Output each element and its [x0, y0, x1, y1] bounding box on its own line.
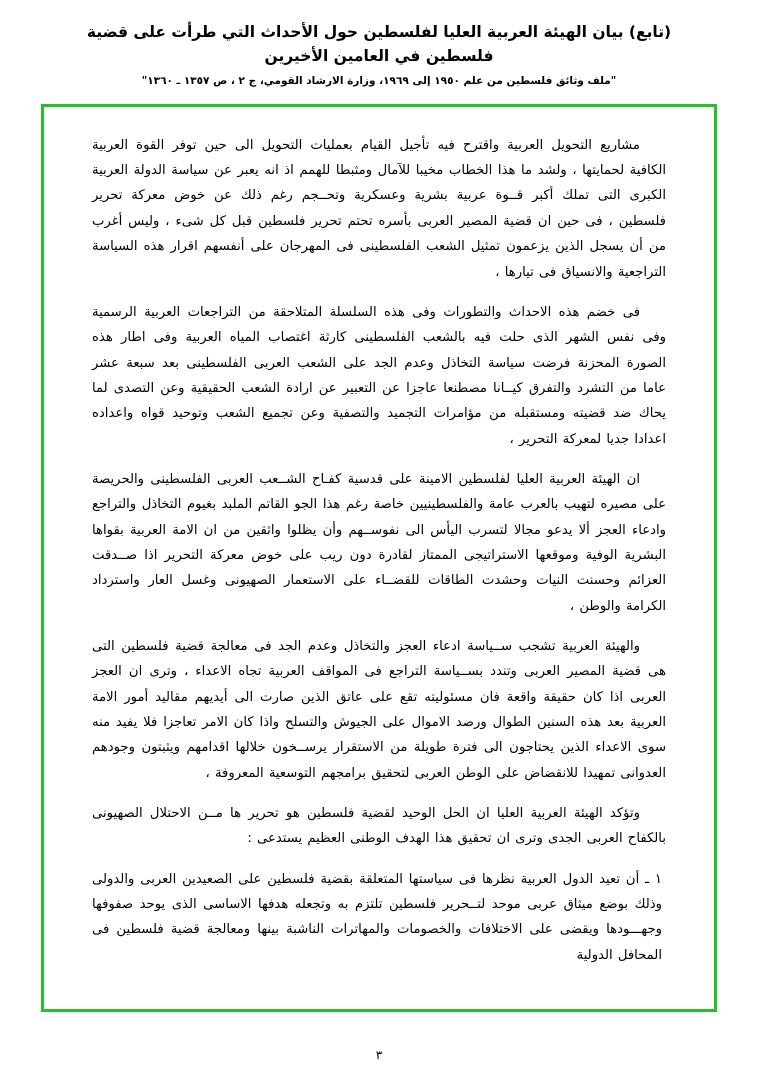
numbered-list-item: ١ ـ أن تعيد الدول العربية نظرها فى سياستها المتعلقة بقضية فلسطين على الصعيدين العربى والدولى وذلك بوضع ميثاق عربى موحد لتــحرير فلسطين تلتزم به وتجعله هدفها الاساسى الذى يوحد صفوفها وجهـــودها ويقضى على الاختلافات والخصومات والمهاترات الناشبة بينها ومعالجة قضية فلسطين فى المحافل الدولية: [92, 871, 662, 963]
body-paragraph: والهيئة العربية تشجب ســياسة ادعاء العجز والتخاذل وعدم الجد فى معالجة قضية فلسطين التى هى قضية المصير العربى وتندد بســياسة التراجع فى المواقف العربية تجاه الاعداء ، وترى ان العجز العربى اذا كان حقيقة واقعة فان مسئوليته تقع على عاتق الذين صارت الى أيديهم مقاليد أمور الامة العربية بعد هذه السنين الطوال ورصد الاموال على الجيوش والتسلح واذا كان الامر تعاجزا فلا يفيد منه سوى الاعداء الذين يحتاجون الى فترة طويلة من الاستقرار يرســخون خلالها اقدامهم ويثبتون وجودهم العدوانى تمهيدا للانقضاض على الوطن العربى لتحقيق برامجهم التوسعية المعروفة ،: [92, 638, 666, 781]
content-body: [44, 107, 714, 1009]
document-header: [26, 20, 732, 90]
body-paragraph: وتؤكد الهيئة العربية العليا ان الحل الوحيد لقضية فلسطين هو تحرير ها مــن الاحتلال الصهيونى بالكفاح العربى الجدى وترى ان تحقيق هذا الهدف الوطنى العظيم يستدعى :: [92, 806, 666, 847]
body-paragraph: مشاريع التحويل العربية واقترح فيه تأجيل القيام بعمليات التحويل الى حين توفر القوة العربية الكافية لحمايتها ، ولشد ما هذا الخطاب مخيبا للآمال ومثبطا للهمم اذ انه يعبر عن سياسة الدولة العربية الكبرى التى تملك أكبر قــوة عربية بشرية وعسكرية وتحــجم رغم ذلك عن خوض معركة تحرير فلسطين ، فى حين ان قضية المصير العربى بأسره تحتم تحرير فلسطين قبل كل شىء ، وليس أغرب من أن يسجل الذين يزعمون تمثيل الشعب الفلسطينى فى المهرجان على أنفسهم اقرار هذه السياسة التراجعية والانسياق فى تيارها ،: [92, 137, 666, 280]
source-citation: "ملف وثائق فلسطين من علم ١٩٥٠ إلى ١٩٦٩، وزارة الارشاد القومي، ج ٢ ، ص ١٣٥٧ ـ ١٣٦٠": [141, 75, 617, 88]
page-number: ٣: [375, 1048, 383, 1062]
body-paragraph: ان الهيئة العربية العليا لفلسطين الامينة على قدسية كفـاح الشــعب العربى الفلسطينى والحريصة على مصيره لتهيب بالعرب عامة والفلسطينيين خاصة رغم هذا الجو القاتم الملبد بغيوم التخاذل والتراجع وادعاء العجز ألا يدعو مجالا لتسرب اليأس الى نفوســهم وأن يظلوا واثقين من ان الامة العربية بقواها البشرية الوفية وموقعها الاستراتيجى الممتاز لقادرة دون ريب على خوض معركة التحرير اذا صــدقت العزائم وحسنت النيات وحشدت الطاقات للقضــاء على الاستعمار الصهيونى وغسل العار واسترداد الكرامة والوطن ،: [92, 471, 666, 614]
content-frame: [41, 104, 717, 1012]
page-title: (تابع) بيان الهيئة العربية العليا لفلسطين حول الأحداث التي طرأت على قضية فلسطين في العامين الأخيرين: [86, 23, 672, 66]
body-paragraph: فى خضم هذه الاحداث والتطورات وفى هذه السلسلة المتلاحقة من التراجعات العربية الرسمية وفى نفس الشهر الذى حلت فيه بالشعب الفلسطينى كارثة اغتصاب المياه العربية وفى اطار هذه الصورة المحزنة فرضت سياسة التخاذل وعدم الجد على الشعب العربى الفلسطينى بعد سبعة عشر عاما من التشرد والتفرق كيــانا مصطنعا عاجزا عن التعبير عن ارادة الشعب الحقيقية وعن التصدى لما يحاك ضد قضيته ومستقبله من مؤامرات التجميد والتصفية وعن تجميع الشعب وتوحيد قواه واعداده اعدادا جديا لمعركة التحرير ،: [92, 304, 666, 447]
